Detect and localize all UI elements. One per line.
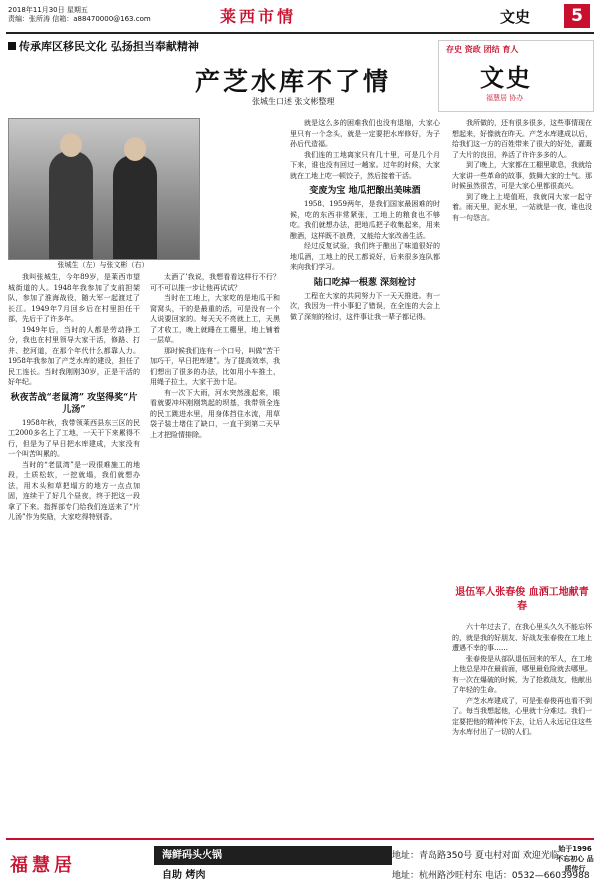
paragraph: 到了晚上，大家都在工棚里歇息，我就给大家讲一些革命的故事，鼓舞大家的士气。那时候虽然很苦，可是大家心里都很高兴。 [452, 161, 592, 190]
paragraph: 1949年后，当时的人都是劳动挣工分，我也在村里领导大家干活，修路、打井、挖河道，在那个年代什么都靠人力。1958年我参加了产芝水库的建设，担任了民工连长。当时我刚刚30岁，正是干活的好年纪。 [8, 325, 140, 386]
portrait-photo [8, 118, 200, 260]
paragraph: 到了晚上上堤值班，我就同大家一起守着。雨天里，泥水里，一站就是一夜，谁也没有一句怨言。 [452, 192, 592, 222]
section-name: 文史 [500, 8, 531, 26]
article-column-2 [150, 272, 280, 832]
ad-band: 海鲜码头火锅 [154, 846, 392, 865]
paragraph: 有一次下大雨，河水突然涨起来，眼看就要冲坏刚刚筑起的坝基，我带领全连的民工跳进水里，用身体挡住水流，用草袋子装土堵住了缺口，一直干到第二天早上才把险情排除。 [150, 388, 280, 439]
paragraph: 太酒了’我说，我想看看这样行不行？可不可以推一步让他再试试？ [150, 273, 280, 292]
subheading: 秋夜苦战“老鼠湾” 攻坚得奖“片儿汤” [10, 392, 138, 415]
article-column-3 [290, 118, 440, 832]
brand-sponsor: 福慧居 协办 [486, 94, 524, 102]
subheading: 陆口吃掉一根葱 深刻检讨 [313, 277, 417, 288]
paragraph: 1958年秋，我带领莱西县东三区的民工2000多名上了工地，一天干下来累得不行，但是为了早日把水库建成，大家没有一个叫苦叫累的。 [8, 418, 140, 458]
paragraph: 那时候我们连有一个口号，叫做“苦干加巧干，早日把库建”。为了提高效率，我们想出了很多的办法，比如用小车推土，用绳子拉土，大家干劲十足。 [150, 346, 280, 386]
paragraph: 我们连的工地离家只有几十里，可是几个月下来，谁也没有回过一趟家。过年的时候，大家就在工地上吃一顿饺子，然后接着干活。 [290, 150, 440, 180]
ad-address-2: 地址：杭州路沙旺村东 电话：0532—66039988 [392, 871, 590, 881]
ad-side-note: 始于1996 不忘初心 品质传行 [556, 845, 594, 873]
article-column-4b [452, 622, 592, 832]
paragraph: 我叫张城生，今年89岁，是莱西市望城街道的人。1948年我参加了支前担架队，参加了淮海战役，随大军一起渡过了长江。1949年7月回乡后在村里担任干部，先后干了许多年。 [8, 273, 140, 323]
side-subheading: 退伍军人张春俊 血洒工地献青春 [455, 587, 589, 612]
paragraph: 六十年过去了，在我心里头久久不能忘怀的，就是我的好朋友、好战友张春俊在工地上遭遇不幸的事…… [452, 623, 592, 652]
paragraph: 就是这么多的困难我们也没有退缩，大家心里只有一个念头，就是一定要把水库修好，为子孙后代造福。 [290, 119, 440, 148]
ad-tagline: 自助 烤肉 [162, 870, 206, 881]
square-bullet-icon [8, 42, 16, 50]
photo-caption: 张城生（左）与张文彬（右） [57, 261, 149, 269]
kicker: 传承库区移民文化 弘扬担当奉献精神 [8, 38, 428, 54]
subheading: 变废为宝 地瓜把酿出美味酒 [309, 186, 421, 196]
brand-wordmark: 文史 [480, 63, 532, 92]
paragraph: 工程在大家的共同努力下一天天推进。有一次，我因为一件小事犯了错误，在全连的大会上做了深刻的检讨，这件事让我一辈子都记得。 [290, 291, 440, 321]
paragraph: 当时的“老鼠湾”是一段很难施工的地段，土质松软，一挖就塌，我们就想办法，用木头和草把塌方的地方一点点加固，连续干了好几个昼夜，终于把这一段拿了下来。指挥部专门给我们连送来了“片儿汤”作为奖励，大家吃得特别香。 [8, 460, 140, 521]
article-column-1 [8, 272, 140, 832]
paragraph: 1958、1959两年，是我们国家最困难的时候，吃的东西非常紧张，工地上的粮食也不够吃。我们就想办法，把地瓜把子收集起来，用来酿酒，这样既不浪费，又能给大家改善生活。 [290, 200, 440, 240]
article-column-4 [452, 118, 592, 578]
article-title: 产芝水库不了情 [195, 67, 392, 96]
byline: 张城生口述 张文彬整理 [252, 97, 335, 106]
ad-logo: 福慧居 [10, 855, 76, 876]
paragraph: 我所做的，还有很多很多，这些事情现在想起来，好像就在昨天。产芝水库建成以后，给我们这一方的百姓带来了很大的好处，灌溉了大片的良田，养活了许许多多的人。 [452, 119, 592, 159]
paragraph: 张春俊是从部队退伍回来的军人，在工地上他总是冲在最前面，哪里最危险就去哪里。有一次在爆破的时候，为了抢救战友，他献出了年轻的生命。 [452, 654, 592, 694]
footer-rule [6, 838, 594, 840]
issue-date: 2018年11月30日 星期五 责编：张所涛 信箱：a88470000@163.com [8, 6, 151, 23]
masthead: 莱西市情 [220, 7, 297, 26]
ad-address-1: 地址：青岛路350号 夏屯村对面 欢迎光临 [392, 851, 559, 861]
header-rule [6, 32, 594, 34]
paragraph: 经过反复试验，我们终于酿出了味道很好的地瓜酒，工地上的民工都说好，后来很多连队都来向我们学习。 [290, 242, 440, 271]
paragraph: 产芝水库建成了，可是张春俊再也看不到了。每当我想起他，心里就十分难过。我们一定要把他的精神传下去，让后人永远记住这些为水库付出了一切的人们。 [452, 696, 592, 736]
page-number: 5 [564, 4, 590, 28]
brand-slogan: 存史 资政 团结 育人 [446, 45, 519, 54]
paragraph: 当时在工地上，大家吃的是地瓜干和窝窝头，干的是最重的活，可是没有一个人说要回家的。每天天不亮就上工，天黑了才收工，晚上就睡在工棚里，地上铺着一层草。 [150, 294, 280, 344]
